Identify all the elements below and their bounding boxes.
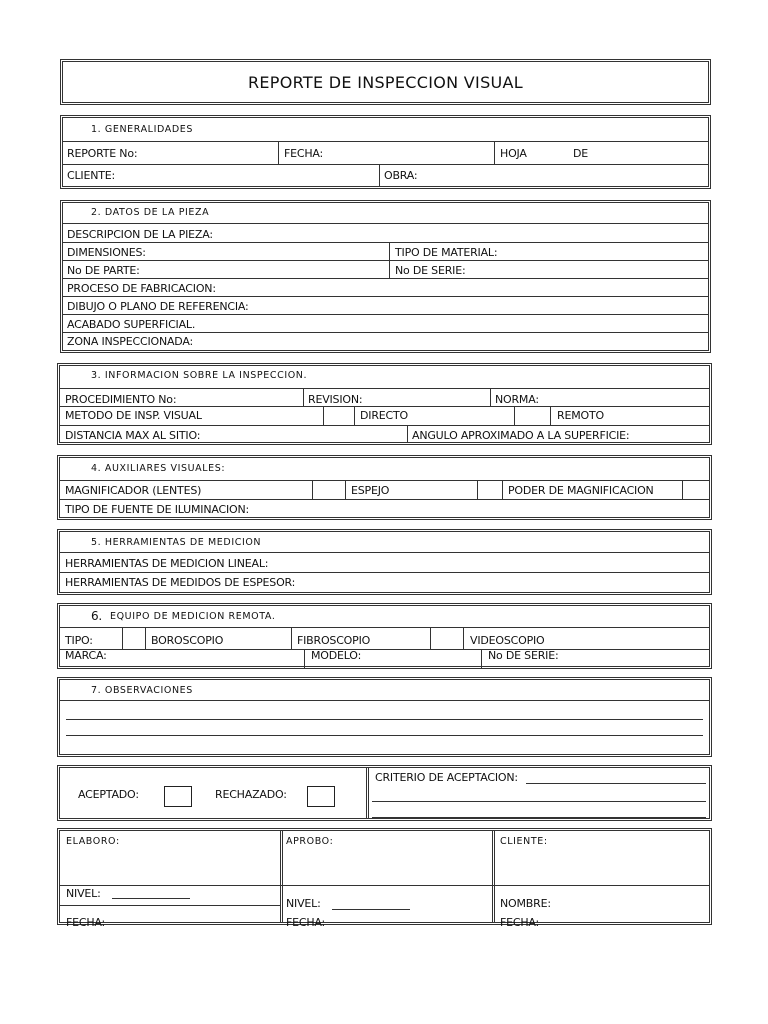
section-herramientas-medicion	[57, 529, 712, 595]
section-informacion-inspeccion	[57, 363, 712, 445]
section-observaciones	[57, 677, 712, 757]
aprobo-fecha-label: FECHA:	[286, 916, 326, 929]
section-auxiliares-visuales	[57, 455, 712, 520]
espejo-label: ESPEJO	[351, 484, 390, 497]
criterio-line-3[interactable]	[372, 817, 706, 818]
modelo-field[interactable]: MODELO:	[311, 649, 362, 662]
magnificador-label: MAGNIFICADOR (LENTES)	[65, 484, 202, 497]
tipo-material-field[interactable]: TIPO DE MATERIAL:	[395, 246, 498, 259]
section-6-heading: EQUIPO DE MEDICION REMOTA.	[110, 611, 276, 622]
no-serie-field[interactable]: No DE SERIE:	[395, 264, 466, 277]
elaboro-fecha-label: FECHA:	[66, 916, 106, 929]
title-box	[60, 59, 711, 105]
obra-field[interactable]: OBRA:	[384, 169, 418, 182]
page-title: REPORTE DE INSPECCION VISUAL	[247, 73, 523, 92]
section-7-heading: 7. OBSERVACIONES	[91, 685, 193, 696]
aprobo-nivel-line[interactable]	[332, 909, 410, 910]
de-field[interactable]: DE	[573, 147, 589, 160]
section-equipo-remoto	[57, 603, 712, 669]
elaboro-label: ELABORO:	[66, 836, 120, 847]
medidos-espesor-field[interactable]: HERRAMIENTAS DE MEDIDOS DE ESPESOR:	[65, 576, 296, 589]
criterio-label: CRITERIO DE ACEPTACION:	[375, 771, 518, 784]
descripcion-field[interactable]: DESCRIPCION DE LA PIEZA:	[67, 228, 213, 241]
zona-field[interactable]: ZONA INSPECCIONADA:	[67, 335, 194, 348]
metodo-label: METODO DE INSP. VISUAL	[65, 409, 202, 422]
dibujo-field[interactable]: DIBUJO O PLANO DE REFERENCIA:	[67, 300, 249, 313]
section-datos-pieza	[60, 200, 711, 353]
fibroscopio-label: FIBROSCOPIO	[297, 634, 371, 647]
section-5-heading: 5. HERRAMIENTAS DE MEDICION	[91, 537, 262, 548]
elaboro-nivel-label: NIVEL:	[66, 887, 101, 900]
remoto-label: REMOTO	[557, 409, 604, 422]
poder-magnificacion-label: PODER DE MAGNIFICACION	[508, 484, 654, 497]
dimensiones-field[interactable]: DIMENSIONES:	[67, 246, 146, 259]
criterio-line-2[interactable]	[372, 801, 706, 802]
marca-field[interactable]: MARCA:	[65, 649, 107, 662]
observaciones-line-2[interactable]	[66, 735, 703, 736]
cliente-nombre-label: NOMBRE:	[500, 897, 551, 910]
rechazado-checkbox[interactable]	[307, 786, 335, 807]
elaboro-nivel-line[interactable]	[112, 898, 190, 899]
observaciones-line-1[interactable]	[66, 719, 703, 720]
boroscopio-label: BOROSCOPIO	[151, 634, 224, 647]
rechazado-label: RECHAZADO:	[215, 788, 287, 801]
cliente-fecha-label: FECHA:	[500, 916, 540, 929]
directo-label: DIRECTO	[360, 409, 408, 422]
fecha-field[interactable]: FECHA:	[284, 147, 324, 160]
aprobo-label: APROBO:	[286, 836, 334, 847]
cliente-field[interactable]: CLIENTE:	[67, 169, 116, 182]
hoja-field[interactable]: HOJA	[500, 147, 527, 160]
procedimiento-field[interactable]: PROCEDIMIENTO No:	[65, 393, 177, 406]
no-parte-field[interactable]: No DE PARTE:	[67, 264, 140, 277]
section-generalidades	[60, 115, 711, 189]
no-serie-remoto-field[interactable]: No DE SERIE:	[488, 649, 559, 662]
acabado-field[interactable]: ACABADO SUPERFICIAL.	[67, 318, 196, 331]
criterio-line-1[interactable]	[526, 783, 706, 784]
aprobo-nivel-label: NIVEL:	[286, 897, 321, 910]
fuente-iluminacion-field[interactable]: TIPO DE FUENTE DE ILUMINACION:	[65, 503, 249, 516]
proceso-field[interactable]: PROCESO DE FABRICACION:	[67, 282, 216, 295]
result-box	[57, 765, 712, 821]
aceptado-checkbox[interactable]	[164, 786, 192, 807]
tipo-label: TIPO:	[65, 634, 93, 647]
section-3-heading: 3. INFORMACION SOBRE LA INSPECCION.	[91, 370, 308, 381]
aceptado-label: ACEPTADO:	[78, 788, 139, 801]
angulo-field[interactable]: ANGULO APROXIMADO A LA SUPERFICIE:	[412, 429, 630, 442]
reporte-no-field[interactable]: REPORTE No:	[67, 147, 138, 160]
videoscopio-label: VIDEOSCOPIO	[470, 634, 545, 647]
section-2-heading: 2. DATOS DE LA PIEZA	[91, 207, 210, 218]
medicion-lineal-field[interactable]: HERRAMIENTAS DE MEDICION LINEAL:	[65, 557, 269, 570]
revision-field[interactable]: REVISION:	[308, 393, 363, 406]
norma-field[interactable]: NORMA:	[495, 393, 539, 406]
signatures-box	[57, 828, 712, 929]
section-1-heading: 1. GENERALIDADES	[91, 124, 193, 135]
section-6-number: 6.	[91, 609, 103, 623]
cliente-firma-label: CLIENTE:	[500, 836, 548, 847]
distancia-field[interactable]: DISTANCIA MAX AL SITIO:	[65, 429, 201, 442]
section-4-heading: 4. AUXILIARES VISUALES:	[91, 463, 226, 474]
